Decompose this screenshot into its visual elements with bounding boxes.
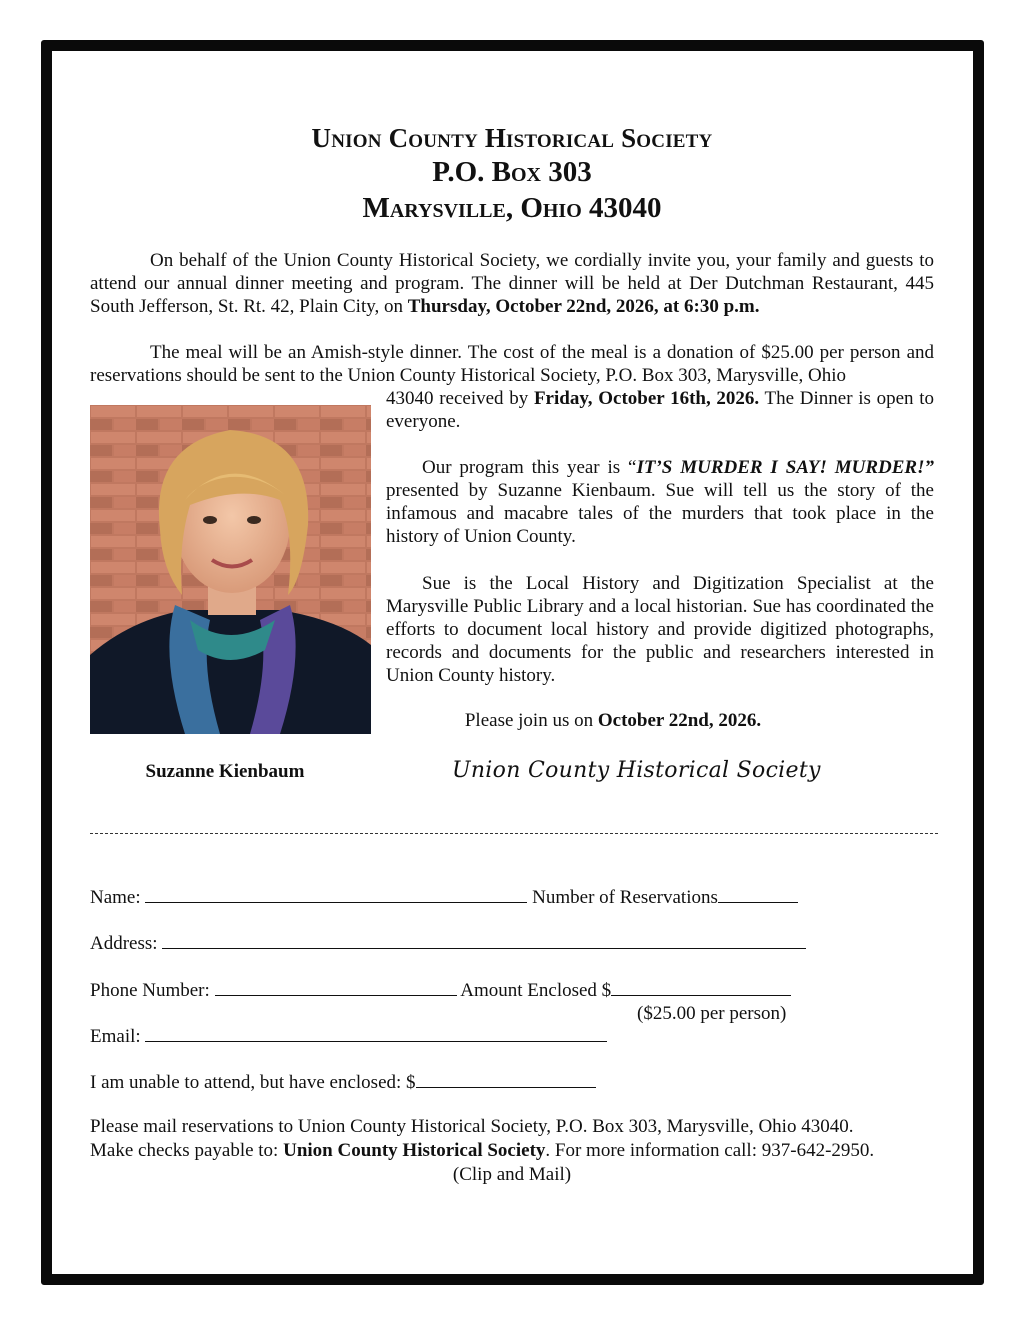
amount-field[interactable] bbox=[611, 979, 791, 996]
mail-instructions bbox=[90, 1115, 934, 1187]
unable-row bbox=[90, 1071, 596, 1094]
program-text-a: Our program this year is “ bbox=[422, 457, 637, 478]
reservations-label: Number of Reservations bbox=[532, 887, 718, 908]
program-paragraph bbox=[386, 456, 934, 548]
event-date: Thursday, October 22nd, 2026, at 6:30 p.m. bbox=[407, 296, 760, 317]
intro-text: On behalf of the Union County Historical Society, we cordially invite you, your family and guests to attend our annual dinner meeting and program. The dinner will be held at Der Dutchman Restaurant, 445 South Jefferson, St. Rt. 42, Plain City, on bbox=[90, 250, 934, 317]
address-field[interactable] bbox=[162, 932, 806, 949]
meal-text-b: 43040 received by bbox=[386, 388, 534, 409]
unable-label: I am unable to attend, but have enclosed: $ bbox=[90, 1072, 416, 1093]
amount-note: ($25.00 per person) bbox=[637, 1003, 787, 1024]
org-name: Union County Historical Society bbox=[311, 123, 713, 153]
program-title: IT’S MURDER I SAY! MURDER!” bbox=[636, 457, 934, 478]
meal-text-c: The Dinner is open to everyone. bbox=[386, 388, 935, 432]
email-label: Email: bbox=[90, 1026, 141, 1047]
bio-paragraph bbox=[386, 572, 934, 687]
city-state-zip: Marysville, Ohio 43040 bbox=[362, 192, 662, 224]
join-us-line bbox=[386, 710, 840, 732]
meal-paragraph-continued bbox=[386, 387, 934, 433]
name-field[interactable] bbox=[145, 886, 527, 903]
bio-text: Sue is the Local History and Digitization Specialist at the Marysville Public Library and a local historian. Sue has coordinated the efforts to document local history and provide digitized photographs, records and documents for the public and researchers interested in Union County history. bbox=[386, 573, 934, 686]
checks-text: Make checks payable to: bbox=[90, 1140, 284, 1161]
reservation-deadline: Friday, October 16th, 2026. bbox=[533, 388, 760, 409]
po-box: P.O. Box 303 bbox=[432, 156, 592, 188]
phone-field[interactable] bbox=[215, 979, 457, 996]
program-text-b: presented by Suzanne Kienbaum. Sue will tell us the story of the infamous and macabre tales of the murders that took place in the history of Union County. bbox=[386, 480, 934, 547]
phone-label: Phone Number: bbox=[90, 980, 210, 1001]
amount-label: Amount Enclosed $ bbox=[460, 980, 612, 1001]
name-row bbox=[90, 886, 798, 909]
meal-paragraph bbox=[90, 341, 934, 387]
photo-caption: Suzanne Kienbaum bbox=[145, 761, 305, 782]
speaker-photo bbox=[90, 405, 371, 734]
signature: Union County Historical Society bbox=[452, 758, 821, 783]
email-field[interactable] bbox=[145, 1025, 607, 1042]
join-text: Please join us on bbox=[464, 710, 598, 731]
reservations-field[interactable] bbox=[718, 886, 798, 903]
unable-amount-field[interactable] bbox=[416, 1071, 596, 1088]
mail-line: Please mail reservations to Union County Historical Society, P.O. Box 303, Marysville, Ohio 43040. bbox=[90, 1116, 854, 1137]
join-date: October 22nd, 2026. bbox=[597, 710, 762, 731]
payee: Union County Historical Society bbox=[283, 1140, 546, 1161]
intro-paragraph bbox=[90, 249, 934, 318]
meal-text: The meal will be an Amish-style dinner. The cost of the meal is a donation of $25.00 per person and reservations should be sent to the Union County Historical Society, P.O. Box 303, Marysville, Ohio bbox=[90, 342, 934, 386]
address-row bbox=[90, 932, 806, 955]
clip-line bbox=[90, 833, 938, 834]
address-label: Address: bbox=[90, 933, 158, 954]
checks-line bbox=[90, 1139, 934, 1163]
phone-row bbox=[90, 979, 791, 1002]
email-row bbox=[90, 1025, 607, 1048]
info-phone-text: . For more information call: 937-642-2950. bbox=[545, 1140, 875, 1161]
name-label: Name: bbox=[90, 887, 141, 908]
clip-and-mail: (Clip and Mail) bbox=[452, 1164, 572, 1185]
